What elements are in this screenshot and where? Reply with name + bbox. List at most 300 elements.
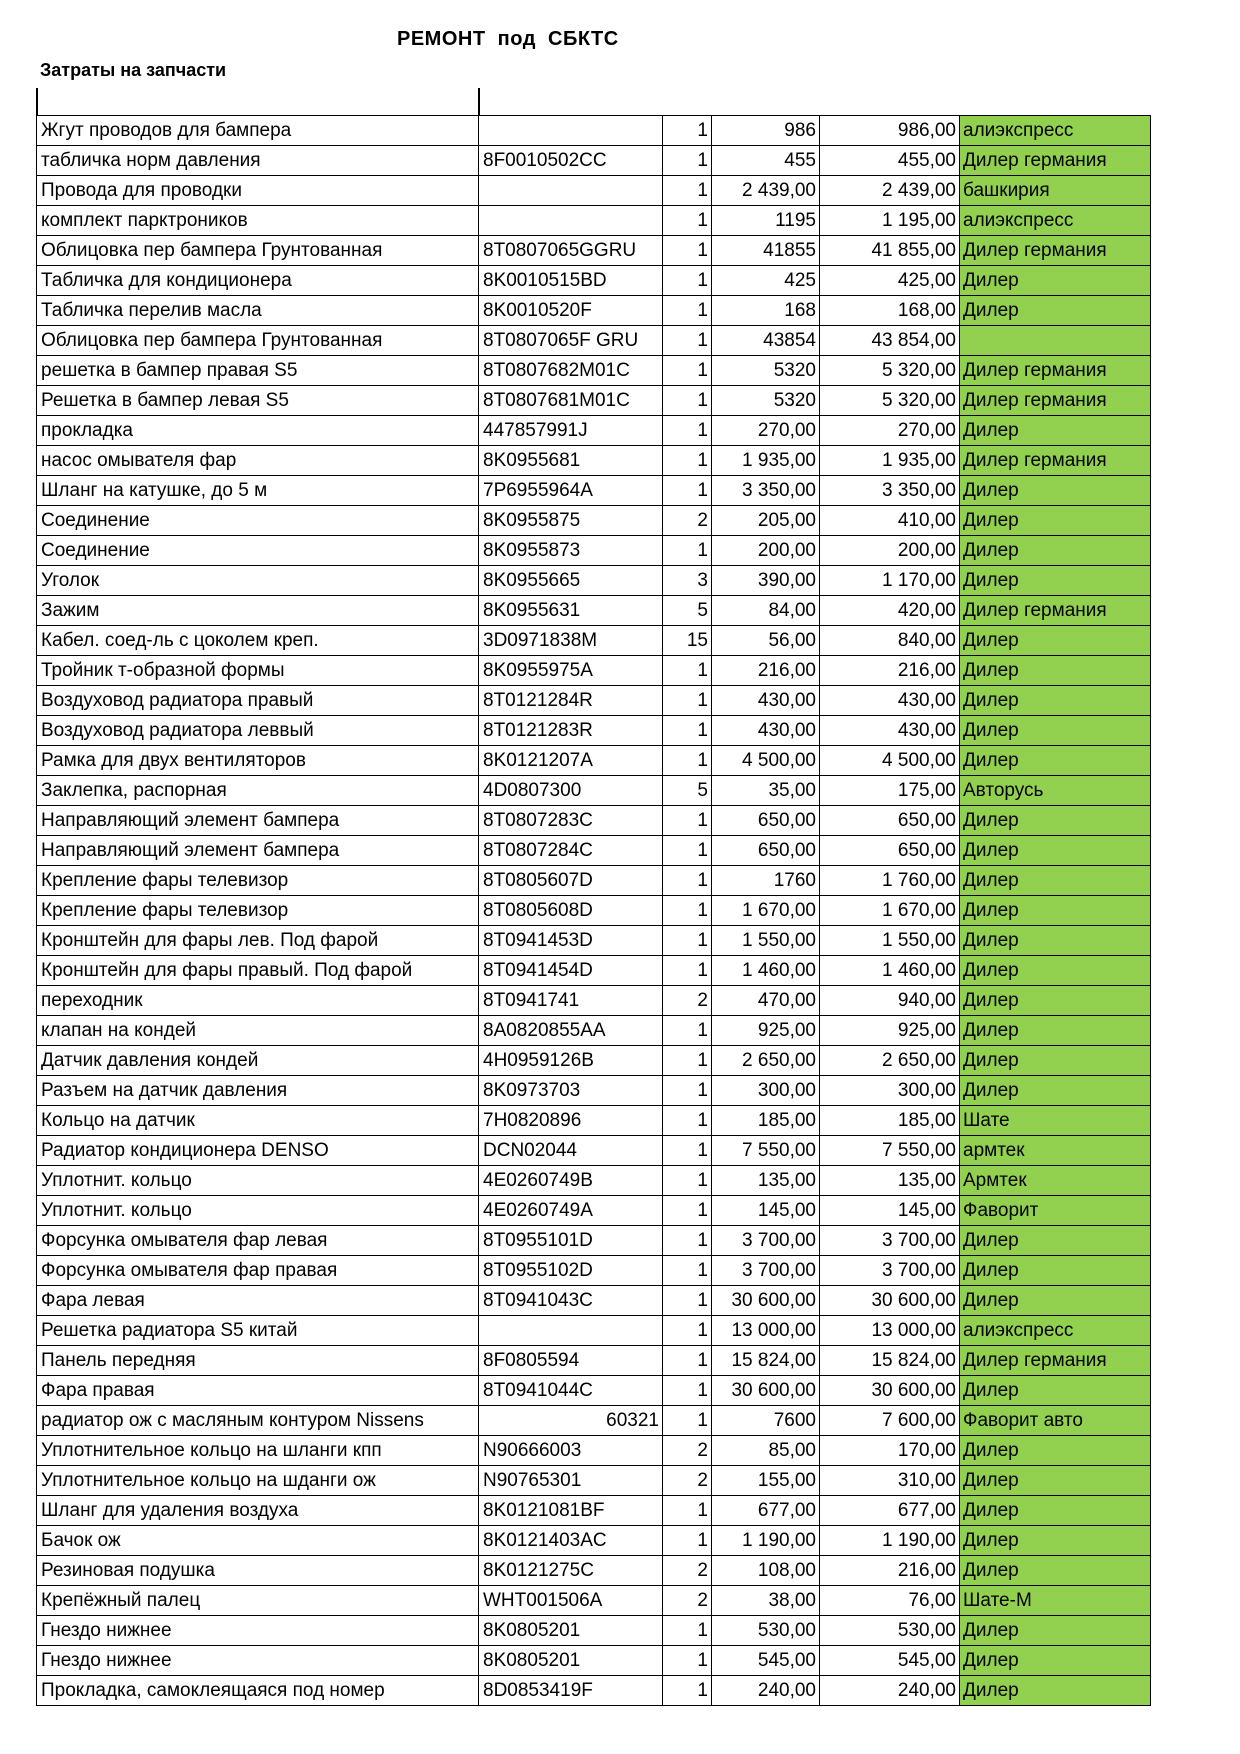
part-code-cell: 60321: [479, 1406, 663, 1436]
quantity-cell: 1: [663, 206, 712, 236]
unit-price-cell: 430,00: [712, 686, 820, 716]
part-code-cell: 8K0121403AC: [479, 1526, 663, 1556]
table-row: [37, 1016, 1151, 1046]
quantity-cell: 1: [663, 1286, 712, 1316]
quantity-cell: 1: [663, 836, 712, 866]
supplier-cell: армтек: [960, 1136, 1151, 1166]
part-code-cell: 8F0010502CC: [479, 146, 663, 176]
supplier-cell: Дилер: [960, 986, 1151, 1016]
quantity-cell: 1: [663, 926, 712, 956]
supplier-cell: Армтек: [960, 1166, 1151, 1196]
part-code-cell: 7P6955964A: [479, 476, 663, 506]
supplier-cell: Дилер германия: [960, 1346, 1151, 1376]
section-subtitle: Затраты на запчасти: [40, 60, 227, 80]
table-row: [37, 686, 1151, 716]
part-name-cell: Жгут проводов для бампера: [37, 116, 479, 146]
table-row: [37, 746, 1151, 776]
supplier-cell: Дилер: [960, 866, 1151, 896]
unit-price-cell: 1 935,00: [712, 446, 820, 476]
table-row: [37, 1196, 1151, 1226]
table-row: [37, 476, 1151, 506]
table-row: [37, 1286, 1151, 1316]
table-row: [37, 1406, 1151, 1436]
supplier-cell: Дилер: [960, 1016, 1151, 1046]
part-name-cell: Соединение: [37, 536, 479, 566]
table-row: [37, 296, 1151, 326]
part-name-cell: Воздуховод радиатора леввый: [37, 716, 479, 746]
total-cell: 200,00: [820, 536, 960, 566]
part-code-cell: 8T0941453D: [479, 926, 663, 956]
part-name-cell: Шланг на катушке, до 5 м: [37, 476, 479, 506]
total-cell: 43 854,00: [820, 326, 960, 356]
unit-price-cell: 13 000,00: [712, 1316, 820, 1346]
part-code-cell: 8T0941454D: [479, 956, 663, 986]
total-cell: 41 855,00: [820, 236, 960, 266]
part-code-cell: 4E0260749B: [479, 1166, 663, 1196]
part-code-cell: [479, 206, 663, 236]
part-name-cell: Решетка в бампер левая S5: [37, 386, 479, 416]
quantity-cell: 2: [663, 1556, 712, 1586]
part-name-cell: Гнездо нижнее: [37, 1646, 479, 1676]
table-row: [37, 506, 1151, 536]
total-cell: 425,00: [820, 266, 960, 296]
part-name-cell: Резиновая подушка: [37, 1556, 479, 1586]
table-row: [37, 146, 1151, 176]
supplier-cell: [960, 326, 1151, 356]
part-code-cell: 8K0955631: [479, 596, 663, 626]
total-cell: 175,00: [820, 776, 960, 806]
table-row: [37, 1346, 1151, 1376]
quantity-cell: 1: [663, 1046, 712, 1076]
quantity-cell: 1: [663, 1526, 712, 1556]
part-name-cell: Провода для проводки: [37, 176, 479, 206]
part-name-cell: переходник: [37, 986, 479, 1016]
supplier-cell: Дилер: [960, 956, 1151, 986]
total-cell: 185,00: [820, 1106, 960, 1136]
total-cell: 1 460,00: [820, 956, 960, 986]
unit-price-cell: 205,00: [712, 506, 820, 536]
part-name-cell: клапан на кондей: [37, 1016, 479, 1046]
part-code-cell: 8K0955681: [479, 446, 663, 476]
total-cell: 5 320,00: [820, 356, 960, 386]
part-code-cell: [479, 116, 663, 146]
unit-price-cell: 1 190,00: [712, 1526, 820, 1556]
supplier-cell: Дилер: [960, 1616, 1151, 1646]
supplier-cell: Дилер германия: [960, 386, 1151, 416]
part-code-cell: 4E0260749A: [479, 1196, 663, 1226]
part-code-cell: 8T0807065GGRU: [479, 236, 663, 266]
quantity-cell: 1: [663, 326, 712, 356]
total-cell: 240,00: [820, 1676, 960, 1706]
total-cell: 4 500,00: [820, 746, 960, 776]
part-code-cell: 8K0955975A: [479, 656, 663, 686]
table-row: [37, 116, 1151, 146]
table-row: [37, 176, 1151, 206]
quantity-cell: 2: [663, 986, 712, 1016]
part-name-cell: Соединение: [37, 506, 479, 536]
table-row: [37, 956, 1151, 986]
quantity-cell: 3: [663, 566, 712, 596]
supplier-cell: Дилер: [960, 1376, 1151, 1406]
unit-price-cell: 85,00: [712, 1436, 820, 1466]
supplier-cell: Дилер: [960, 686, 1151, 716]
unit-price-cell: 38,00: [712, 1586, 820, 1616]
table-row: [37, 1526, 1151, 1556]
part-name-cell: Датчик давления кондей: [37, 1046, 479, 1076]
supplier-cell: Дилер: [960, 1556, 1151, 1586]
total-cell: 2 439,00: [820, 176, 960, 206]
part-code-cell: 4D0807300: [479, 776, 663, 806]
part-name-cell: Прокладка, самоклеящаяся под номер: [37, 1676, 479, 1706]
total-cell: 15 824,00: [820, 1346, 960, 1376]
total-cell: 1 190,00: [820, 1526, 960, 1556]
total-cell: 410,00: [820, 506, 960, 536]
unit-price-cell: 216,00: [712, 656, 820, 686]
quantity-cell: 1: [663, 176, 712, 206]
part-code-cell: 447857991J: [479, 416, 663, 446]
quantity-cell: 1: [663, 1226, 712, 1256]
part-code-cell: 8K0805201: [479, 1646, 663, 1676]
part-name-cell: Радиатор кондиционера DENSO: [37, 1136, 479, 1166]
table-row: [37, 896, 1151, 926]
part-code-cell: [479, 1316, 663, 1346]
table-row: [37, 836, 1151, 866]
part-code-cell: 8T0941044C: [479, 1376, 663, 1406]
unit-price-cell: 390,00: [712, 566, 820, 596]
table-row: [37, 1376, 1151, 1406]
total-cell: 650,00: [820, 836, 960, 866]
supplier-cell: Дилер: [960, 416, 1151, 446]
part-code-cell: N90666003: [479, 1436, 663, 1466]
quantity-cell: 1: [663, 866, 712, 896]
table-row: [37, 1076, 1151, 1106]
table-row: [37, 926, 1151, 956]
part-name-cell: Кронштейн для фары лев. Под фарой: [37, 926, 479, 956]
quantity-cell: 1: [663, 1256, 712, 1286]
part-code-cell: 8K0121275C: [479, 1556, 663, 1586]
table-row: [37, 1586, 1151, 1616]
part-name-cell: Уплотнит. кольцо: [37, 1196, 479, 1226]
part-code-cell: 8K0955875: [479, 506, 663, 536]
total-cell: 3 700,00: [820, 1226, 960, 1256]
unit-price-cell: 15 824,00: [712, 1346, 820, 1376]
quantity-cell: 5: [663, 776, 712, 806]
part-name-cell: Направляющий элемент бампера: [37, 836, 479, 866]
total-cell: 925,00: [820, 1016, 960, 1046]
table-row: [37, 1316, 1151, 1346]
header-divider-mid: [478, 88, 480, 116]
part-code-cell: 8K0973703: [479, 1076, 663, 1106]
quantity-cell: 1: [663, 1346, 712, 1376]
part-code-cell: 8K0121081BF: [479, 1496, 663, 1526]
table-row: [37, 1496, 1151, 1526]
total-cell: 310,00: [820, 1466, 960, 1496]
part-name-cell: Фара левая: [37, 1286, 479, 1316]
part-name-cell: Уплотнительное кольцо на шданги ож: [37, 1466, 479, 1496]
quantity-cell: 5: [663, 596, 712, 626]
part-code-cell: 8T0941741: [479, 986, 663, 1016]
part-name-cell: Панель передняя: [37, 1346, 479, 1376]
total-cell: 170,00: [820, 1436, 960, 1466]
table-row: [37, 536, 1151, 566]
quantity-cell: 1: [663, 536, 712, 566]
total-cell: 1 935,00: [820, 446, 960, 476]
table-row: [37, 716, 1151, 746]
total-cell: 677,00: [820, 1496, 960, 1526]
unit-price-cell: 200,00: [712, 536, 820, 566]
supplier-cell: Дилер германия: [960, 146, 1151, 176]
table-row: [37, 1106, 1151, 1136]
supplier-cell: Дилер: [960, 1286, 1151, 1316]
unit-price-cell: 270,00: [712, 416, 820, 446]
unit-price-cell: 455: [712, 146, 820, 176]
supplier-cell: Дилер: [960, 1046, 1151, 1076]
supplier-cell: Фаворит авто: [960, 1406, 1151, 1436]
supplier-cell: Дилер: [960, 1466, 1151, 1496]
unit-price-cell: 5320: [712, 386, 820, 416]
total-cell: 2 650,00: [820, 1046, 960, 1076]
total-cell: 3 350,00: [820, 476, 960, 506]
unit-price-cell: 1 670,00: [712, 896, 820, 926]
total-cell: 168,00: [820, 296, 960, 326]
table-row: [37, 1436, 1151, 1466]
table-row: [37, 596, 1151, 626]
quantity-cell: 2: [663, 1586, 712, 1616]
total-cell: 216,00: [820, 1556, 960, 1586]
table-row: [37, 1466, 1151, 1496]
table-row: [37, 1256, 1151, 1286]
part-name-cell: Разъем на датчик давления: [37, 1076, 479, 1106]
total-cell: 76,00: [820, 1586, 960, 1616]
quantity-cell: 2: [663, 1436, 712, 1466]
part-name-cell: Крепёжный палец: [37, 1586, 479, 1616]
part-code-cell: 8T0805608D: [479, 896, 663, 926]
part-name-cell: Кронштейн для фары правый. Под фарой: [37, 956, 479, 986]
unit-price-cell: 41855: [712, 236, 820, 266]
part-code-cell: 8A0820855AA: [479, 1016, 663, 1046]
quantity-cell: 1: [663, 1136, 712, 1166]
table-row: [37, 656, 1151, 686]
table-row: [37, 416, 1151, 446]
supplier-cell: Фаворит: [960, 1196, 1151, 1226]
supplier-cell: Дилер: [960, 896, 1151, 926]
unit-price-cell: 3 700,00: [712, 1256, 820, 1286]
part-code-cell: 8T0955102D: [479, 1256, 663, 1286]
table-row: [37, 1166, 1151, 1196]
part-code-cell: 8T0121284R: [479, 686, 663, 716]
total-cell: 1 170,00: [820, 566, 960, 596]
supplier-cell: алиэкспресс: [960, 116, 1151, 146]
table-row: [37, 1676, 1151, 1706]
part-code-cell: 8T0807681M01C: [479, 386, 663, 416]
supplier-cell: Дилер: [960, 476, 1151, 506]
unit-price-cell: 145,00: [712, 1196, 820, 1226]
total-cell: 430,00: [820, 686, 960, 716]
part-code-cell: 8T0807682M01C: [479, 356, 663, 386]
quantity-cell: 1: [663, 1376, 712, 1406]
quantity-cell: 1: [663, 266, 712, 296]
total-cell: 545,00: [820, 1646, 960, 1676]
part-name-cell: Кабел. соед-ль с цоколем креп.: [37, 626, 479, 656]
total-cell: 650,00: [820, 806, 960, 836]
part-code-cell: WHT001506A: [479, 1586, 663, 1616]
quantity-cell: 1: [663, 1616, 712, 1646]
part-name-cell: Форсунка омывателя фар левая: [37, 1226, 479, 1256]
unit-price-cell: 30 600,00: [712, 1286, 820, 1316]
quantity-cell: 1: [663, 1496, 712, 1526]
quantity-cell: 1: [663, 236, 712, 266]
unit-price-cell: 108,00: [712, 1556, 820, 1586]
part-name-cell: Тройник т-образной формы: [37, 656, 479, 686]
part-code-cell: 8T0805607D: [479, 866, 663, 896]
part-name-cell: табличка норм давления: [37, 146, 479, 176]
unit-price-cell: 677,00: [712, 1496, 820, 1526]
quantity-cell: 2: [663, 506, 712, 536]
quantity-cell: 1: [663, 146, 712, 176]
supplier-cell: Дилер: [960, 1496, 1151, 1526]
quantity-cell: 1: [663, 116, 712, 146]
quantity-cell: 1: [663, 476, 712, 506]
supplier-cell: Дилер германия: [960, 356, 1151, 386]
total-cell: 840,00: [820, 626, 960, 656]
quantity-cell: 1: [663, 1076, 712, 1106]
table-row: [37, 1646, 1151, 1676]
table-row: [37, 356, 1151, 386]
supplier-cell: Дилер: [960, 506, 1151, 536]
total-cell: 7 600,00: [820, 1406, 960, 1436]
supplier-cell: Дилер: [960, 626, 1151, 656]
total-cell: 216,00: [820, 656, 960, 686]
total-cell: 940,00: [820, 986, 960, 1016]
table-row: [37, 1616, 1151, 1646]
unit-price-cell: 430,00: [712, 716, 820, 746]
supplier-cell: Дилер: [960, 1076, 1151, 1106]
quantity-cell: 1: [663, 656, 712, 686]
unit-price-cell: 43854: [712, 326, 820, 356]
unit-price-cell: 84,00: [712, 596, 820, 626]
unit-price-cell: 650,00: [712, 836, 820, 866]
part-name-cell: насос омывателя фар: [37, 446, 479, 476]
part-code-cell: 8K0955665: [479, 566, 663, 596]
part-code-cell: 8K0010520F: [479, 296, 663, 326]
part-code-cell: 8F0805594: [479, 1346, 663, 1376]
part-name-cell: прокладка: [37, 416, 479, 446]
document-title: РЕМОНТ под СБКТС: [397, 28, 619, 50]
part-name-cell: Табличка перелив масла: [37, 296, 479, 326]
table-row: [37, 1136, 1151, 1166]
supplier-cell: Дилер: [960, 266, 1151, 296]
unit-price-cell: 168: [712, 296, 820, 326]
total-cell: 300,00: [820, 1076, 960, 1106]
unit-price-cell: 925,00: [712, 1016, 820, 1046]
part-name-cell: Крепление фары телевизор: [37, 896, 479, 926]
unit-price-cell: 1 460,00: [712, 956, 820, 986]
part-code-cell: 8K0805201: [479, 1616, 663, 1646]
part-code-cell: DCN02044: [479, 1136, 663, 1166]
part-name-cell: комплект парктроников: [37, 206, 479, 236]
part-name-cell: решетка в бампер правая S5: [37, 356, 479, 386]
total-cell: 30 600,00: [820, 1286, 960, 1316]
quantity-cell: 1: [663, 716, 712, 746]
part-code-cell: 8K0121207A: [479, 746, 663, 776]
supplier-cell: Шате: [960, 1106, 1151, 1136]
unit-price-cell: 545,00: [712, 1646, 820, 1676]
part-name-cell: Фара правая: [37, 1376, 479, 1406]
supplier-cell: Дилер: [960, 1676, 1151, 1706]
part-name-cell: Уплотнительное кольцо на шланги кпп: [37, 1436, 479, 1466]
parts-table-body: [37, 116, 1151, 1706]
unit-price-cell: 7 550,00: [712, 1136, 820, 1166]
total-cell: 145,00: [820, 1196, 960, 1226]
unit-price-cell: 650,00: [712, 806, 820, 836]
unit-price-cell: 155,00: [712, 1466, 820, 1496]
supplier-cell: Дилер: [960, 746, 1151, 776]
quantity-cell: 1: [663, 296, 712, 326]
total-cell: 30 600,00: [820, 1376, 960, 1406]
unit-price-cell: 1 550,00: [712, 926, 820, 956]
unit-price-cell: 425: [712, 266, 820, 296]
quantity-cell: 1: [663, 356, 712, 386]
quantity-cell: 1: [663, 1196, 712, 1226]
part-name-cell: Форсунка омывателя фар правая: [37, 1256, 479, 1286]
parts-cost-table: [36, 115, 1151, 1706]
part-name-cell: Шланг для удаления воздуха: [37, 1496, 479, 1526]
table-row: [37, 776, 1151, 806]
table-row: [37, 1046, 1151, 1076]
unit-price-cell: 56,00: [712, 626, 820, 656]
supplier-cell: Авторусь: [960, 776, 1151, 806]
total-cell: 5 320,00: [820, 386, 960, 416]
part-name-cell: Уплотнит. кольцо: [37, 1166, 479, 1196]
supplier-cell: Дилер: [960, 566, 1151, 596]
supplier-cell: Дилер: [960, 1646, 1151, 1676]
supplier-cell: Дилер: [960, 536, 1151, 566]
quantity-cell: 2: [663, 1466, 712, 1496]
total-cell: 13 000,00: [820, 1316, 960, 1346]
unit-price-cell: 1760: [712, 866, 820, 896]
table-row: [37, 986, 1151, 1016]
quantity-cell: 1: [663, 956, 712, 986]
total-cell: 1 760,00: [820, 866, 960, 896]
total-cell: 420,00: [820, 596, 960, 626]
unit-price-cell: 5320: [712, 356, 820, 386]
supplier-cell: алиэкспресс: [960, 1316, 1151, 1346]
quantity-cell: 1: [663, 806, 712, 836]
table-row: [37, 566, 1151, 596]
table-row: [37, 446, 1151, 476]
part-name-cell: Бачок ож: [37, 1526, 479, 1556]
part-code-cell: 8T0941043C: [479, 1286, 663, 1316]
supplier-cell: Дилер: [960, 1526, 1151, 1556]
quantity-cell: 1: [663, 746, 712, 776]
part-code-cell: 4H0959126B: [479, 1046, 663, 1076]
quantity-cell: 1: [663, 686, 712, 716]
table-row: [37, 236, 1151, 266]
table-row: [37, 386, 1151, 416]
part-code-cell: 3D0971838M: [479, 626, 663, 656]
part-name-cell: Заклепка, распорная: [37, 776, 479, 806]
unit-price-cell: 530,00: [712, 1616, 820, 1646]
part-name-cell: Зажим: [37, 596, 479, 626]
unit-price-cell: 30 600,00: [712, 1376, 820, 1406]
table-row: [37, 326, 1151, 356]
supplier-cell: Дилер: [960, 1436, 1151, 1466]
total-cell: 1 195,00: [820, 206, 960, 236]
supplier-cell: Дилер: [960, 1226, 1151, 1256]
total-cell: 135,00: [820, 1166, 960, 1196]
part-code-cell: 8K0955873: [479, 536, 663, 566]
unit-price-cell: 2 650,00: [712, 1046, 820, 1076]
